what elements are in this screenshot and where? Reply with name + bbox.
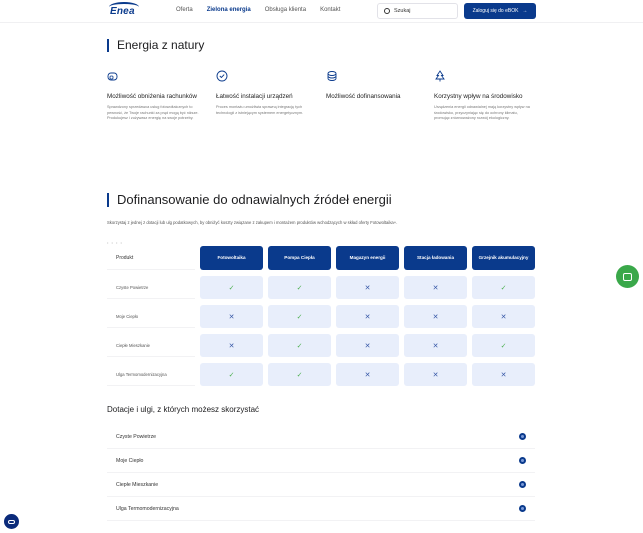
feature-environment: Korzystny wpływ na środowisko Urządzenia energii odnawialnej mają korzystny wpływ na środowisko, przyczyniając się do ochrony klimatu, promując zrównoważony rozwój ekologiczny. (434, 70, 534, 122)
table-row: Moje Ciepło ✕ ✓ ✕ ✕ ✕ (107, 305, 535, 328)
header (0, 0, 643, 23)
accessibility-icon (8, 520, 15, 524)
check-icon: ✓ (200, 276, 263, 299)
cross-icon: ✕ (200, 334, 263, 357)
check-icon: ✓ (268, 334, 331, 357)
badge-check-icon (216, 70, 228, 82)
coins-icon (326, 70, 338, 82)
intro-text: Skorzystaj z jednej z dotacji lub ulg podatkowych, by obniżyć koszty związane z zakupem i montażem produktów wchodzących w skład oferty Fotowoltaika+. (107, 220, 398, 225)
table-row: Ulga Termomodernizacyjna ✓ ✓ ✕ ✕ ✕ (107, 363, 535, 386)
column-header: Stacja ładowania (404, 246, 467, 270)
cross-icon: ✕ (472, 363, 535, 386)
expand-icon[interactable] (519, 433, 526, 440)
check-icon: ✓ (268, 363, 331, 386)
chat-icon (623, 273, 632, 281)
cross-icon: ✕ (336, 334, 399, 357)
grants-accordion (107, 425, 535, 521)
section-title-dofinansowanie: Dofinansowanie do odnawialnych źródeł energii (107, 192, 392, 207)
carousel-dots[interactable]: • • • • (107, 240, 123, 245)
expand-icon[interactable] (519, 481, 526, 488)
tree-icon (434, 70, 446, 82)
cross-icon: ✕ (404, 305, 467, 328)
accordion-item[interactable]: Ulga Termomodernizacyjna (107, 497, 535, 521)
accordion-item[interactable]: Czyste Powietrze (107, 425, 535, 449)
cross-icon: ✕ (404, 363, 467, 386)
column-header: Magazyn energii (336, 246, 399, 270)
check-icon: ✓ (472, 276, 535, 299)
grants-heading: Dotacje i ulgi, z których możesz skorzystać (107, 405, 260, 414)
cross-icon: ✕ (336, 276, 399, 299)
accordion-item[interactable]: Ciepłe Mieszkanie (107, 473, 535, 497)
table-corner-label: Produkt (107, 246, 195, 270)
nav-obsluga-klienta[interactable]: Obsługa klienta (264, 7, 307, 13)
title-accent-bar (107, 193, 109, 207)
cross-icon: ✕ (404, 334, 467, 357)
column-header: Grzejnik akumulacyjny (472, 246, 535, 270)
piggy-bank-icon (107, 70, 119, 82)
title-accent-bar (107, 39, 109, 52)
login-button[interactable] (464, 3, 536, 19)
table-header-row (107, 246, 535, 270)
table-row: Czyste Powietrze ✓ ✓ ✕ ✕ ✓ (107, 276, 535, 299)
table-row: Ciepłe Mieszkanie ✕ ✓ ✕ ✕ ✓ (107, 334, 535, 357)
nav-zielona-energia[interactable]: Zielona energia (206, 7, 251, 13)
cross-icon: ✕ (404, 276, 467, 299)
accessibility-button[interactable] (4, 514, 19, 529)
feature-funding: Możliwość dofinansowania (326, 70, 426, 105)
accordion-item[interactable]: Moje Ciepło (107, 449, 535, 473)
check-icon: ✓ (268, 276, 331, 299)
comparison-table (107, 246, 535, 392)
login-label: Zaloguj się do eBOK (472, 8, 519, 14)
expand-icon[interactable] (519, 505, 526, 512)
enea-logo[interactable] (106, 2, 146, 18)
column-header: Pompa Ciepła (268, 246, 331, 270)
nav-kontakt[interactable]: Kontakt (320, 7, 341, 13)
check-icon: ✓ (268, 305, 331, 328)
search-icon (384, 8, 390, 14)
cross-icon: ✕ (200, 305, 263, 328)
nav-oferta[interactable]: Oferta (176, 7, 193, 13)
cross-icon: ✕ (336, 305, 399, 328)
search-input[interactable] (377, 3, 458, 19)
expand-icon[interactable] (519, 457, 526, 464)
column-header: Fotowoltaika (200, 246, 263, 270)
section-title-energia: Energia z natury (107, 38, 204, 52)
main-nav (176, 7, 340, 13)
search-placeholder: Szukaj (394, 8, 411, 14)
check-icon: ✓ (472, 334, 535, 357)
arrow-right-icon: → (522, 8, 528, 14)
cross-icon: ✕ (336, 363, 399, 386)
check-icon: ✓ (200, 363, 263, 386)
chat-button[interactable] (616, 265, 639, 288)
feature-savings: Możliwość obniżenia rachunków Sprawdzony sprzedawca usług fotowoltaicznych to pewność, że Twoje rachunki za prąd mogą być niższe. Produkujesz i zużywasz energię na swoje potrzeby. (107, 70, 207, 122)
logo-text: Enea (110, 6, 135, 17)
cross-icon: ✕ (472, 305, 535, 328)
feature-installation: Łatwość instalacji urządzeń Proces montażu umożliwia sprawną integrację tych technologii z istniejącym systemem energetycznym. (216, 70, 316, 116)
